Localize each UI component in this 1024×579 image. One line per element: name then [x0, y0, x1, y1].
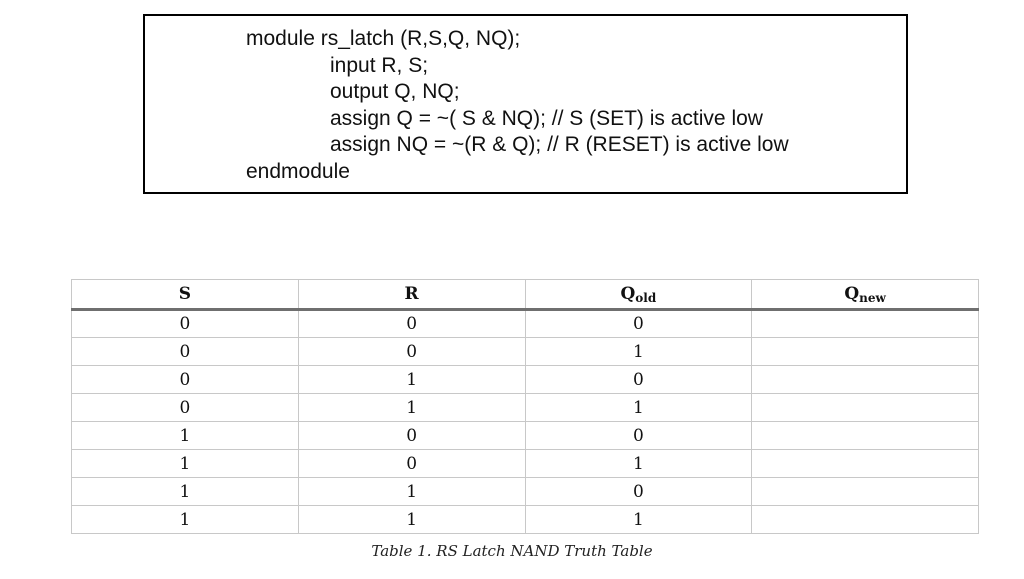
code-line-output: output Q, NQ;	[330, 80, 460, 103]
cell-q-new	[752, 394, 979, 422]
code-line-assign-q: assign Q = ~( S & NQ); // S (SET) is active low	[330, 106, 763, 130]
verilog-code-box	[143, 14, 908, 194]
header-q-old-sub: old	[635, 290, 657, 305]
table-row	[72, 394, 979, 422]
table-caption: Table 1. RS Latch NAND Truth Table	[371, 542, 653, 560]
table-row	[72, 366, 979, 394]
cell-q-old: 0	[525, 422, 752, 450]
cell-r: 0	[298, 450, 525, 478]
cell-r: 0	[298, 310, 525, 338]
cell-s: 1	[72, 450, 299, 478]
table-row	[72, 310, 979, 338]
cell-q-old: 1	[525, 394, 752, 422]
cell-r: 1	[298, 366, 525, 394]
header-s-label: S	[178, 284, 192, 304]
header-q-new	[752, 280, 979, 310]
cell-q-new	[752, 478, 979, 506]
cell-q-old: 0	[525, 478, 752, 506]
table-row	[72, 506, 979, 534]
code-line-module: module rs_latch (R,S,Q, NQ);	[246, 27, 521, 50]
cell-s: 0	[72, 310, 299, 338]
cell-q-new	[752, 422, 979, 450]
cell-q-old: 1	[525, 506, 752, 534]
header-q-old	[525, 280, 752, 310]
code-line-endmodule: endmodule	[246, 159, 350, 183]
cell-q-old: 1	[525, 338, 752, 366]
table-row	[72, 450, 979, 478]
cell-q-new	[752, 450, 979, 478]
code-line-input: input R, S;	[330, 53, 429, 77]
header-s	[72, 280, 299, 310]
truth-table-body	[72, 310, 979, 534]
truth-table-header-row	[72, 280, 979, 310]
cell-q-new	[752, 338, 979, 366]
cell-r: 1	[298, 478, 525, 506]
header-r	[298, 280, 525, 310]
cell-s: 1	[72, 506, 299, 534]
cell-q-old: 1	[525, 450, 752, 478]
header-r-label: R	[404, 284, 419, 304]
header-q-new-sub: new	[859, 290, 886, 305]
cell-s: 0	[72, 394, 299, 422]
cell-s: 1	[72, 422, 299, 450]
header-q-new-label: Q	[844, 283, 860, 304]
table-row	[72, 422, 979, 450]
cell-q-new	[752, 506, 979, 534]
cell-s: 0	[72, 366, 299, 394]
cell-r: 0	[298, 422, 525, 450]
header-q-old-label: Q	[620, 283, 636, 304]
truth-table	[71, 279, 979, 534]
code-line-assign-nq: assign NQ = ~(R & Q); // R (RESET) is active low	[330, 133, 789, 156]
cell-s: 0	[72, 338, 299, 366]
table-row	[72, 478, 979, 506]
cell-q-new	[752, 310, 979, 338]
cell-s: 1	[72, 478, 299, 506]
table-row	[72, 338, 979, 366]
cell-q-old: 0	[525, 310, 752, 338]
cell-r: 1	[298, 506, 525, 534]
cell-r: 1	[298, 394, 525, 422]
cell-q-old: 0	[525, 366, 752, 394]
cell-r: 0	[298, 338, 525, 366]
cell-q-new	[752, 366, 979, 394]
